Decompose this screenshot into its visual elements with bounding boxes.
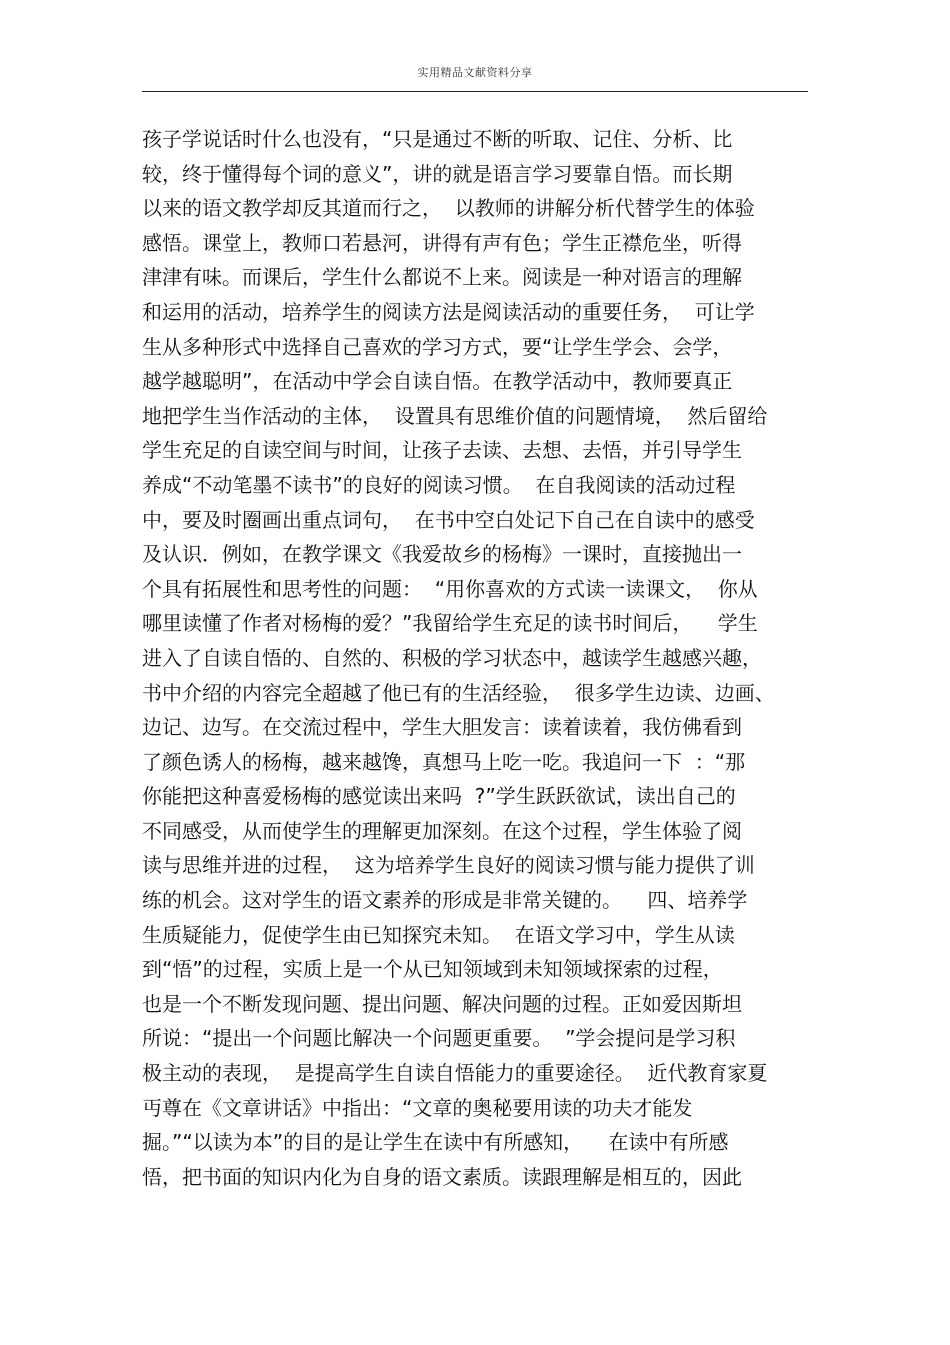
body-line: 练的机会。这对学生的语文素养的形成是非常关键的。 四、培养学 — [142, 888, 748, 913]
body-line: 中，要及时圈画出重点词句， 在书中空白处记下自己在自读中的感受 — [142, 507, 755, 532]
body-line: 到“悟”的过程，实质上是一个从已知领域到未知领域探索的过程， — [142, 957, 723, 982]
body-line: 你能把这种喜爱杨梅的感觉读出来吗 ?”学生跃跃欲试，读出自己的 — [142, 784, 736, 809]
body-line: 丏尊在《文章讲话》中指出：“文章的奥秘要用读的功夫才能发 — [142, 1095, 693, 1120]
body-line: 学生充足的自读空间与时间，让孩子去读、去想、去悟，并引导学生 — [142, 438, 742, 463]
body-line: 生从多种形式中选择自己喜欢的学习方式，要“让学生学会、会学， — [142, 334, 733, 359]
body-line: 津津有味。而课后，学生什么都说不上来。阅读是一种对语言的理解 — [142, 265, 742, 290]
body-line: 书中介绍的内容完全超越了他已有的生活经验， 很多学生边读、边画、 — [142, 680, 775, 705]
body-line: 较，终于懂得每个词的意义”，讲的就是语言学习要靠自悟。而长期 — [142, 161, 733, 186]
body-line: 不同感受，从而使学生的理解更加深刻。在这个过程，学生体验了阅 — [142, 818, 742, 843]
body-line: 生质疑能力，促使学生由已知探究未知。 在语文学习中，学生从读 — [142, 922, 735, 947]
body-line: 悟，把书面的知识内化为自身的语文素质。读跟理解是相互的，因此 — [142, 1164, 742, 1189]
body-line: 个具有拓展性和思考性的问题： “用你喜欢的方式读一读课文， 你从 — [142, 576, 758, 601]
body-line: 及认识．例如，在教学课文《我爱故乡的杨梅》一课时，直接抛出一 — [142, 542, 742, 567]
document-body — [142, 122, 822, 1194]
body-line: 养成“不动笔墨不读书”的良好的阅读习惯。 在自我阅读的活动过程 — [142, 472, 736, 497]
body-line: 孩子学说话时什么也没有，“只是通过不断的听取、记住、分析、比 — [142, 127, 733, 151]
body-line: 哪里读懂了作者对杨梅的爱？”我留给学生充足的读书时间后， 学生 — [142, 611, 758, 636]
body-line: 越学越聪明”，在活动中学会自读自悟。在教学活动中，教师要真正 — [142, 369, 733, 394]
body-line: 掘。”“以读为本”的目的是让学生在读中有所感知， 在读中有所感 — [142, 1130, 729, 1155]
body-line: 进入了自读自悟的、自然的、积极的学习状态中，越读学生越感兴趣， — [142, 645, 762, 670]
body-line: 所说：“提出一个问题比解决一个问题更重要。 ”学会提问是学习积 — [142, 1026, 736, 1051]
body-line: 极主动的表现， 是提高学生自读自悟能力的重要途径。 近代教育家夏 — [142, 1061, 768, 1086]
body-line: 读与思维并进的过程， 这为培养学生良好的阅读习惯与能力提供了训 — [142, 853, 755, 878]
body-line: 地把学生当作活动的主体， 设置具有思维价值的问题情境， 然后留给 — [142, 403, 768, 428]
body-line: 边记、边写。在交流过程中，学生大胆发言：读着读着，我仿佛看到 — [142, 715, 742, 740]
body-line: 和运用的活动，培养学生的阅读方法是阅读活动的重要任务， 可让学 — [142, 299, 755, 324]
page-header: 实用精品文献资料分享 — [417, 66, 533, 79]
body-line: 了颜色诱人的杨梅，越来越馋，真想马上吃一吃。我追问一下 ：“那 — [142, 749, 746, 774]
body-line: 也是一个不断发现问题、提出问题、解决问题的过程。正如爱因斯坦 — [142, 991, 742, 1016]
body-line: 以来的语文教学却反其道而行之， 以教师的讲解分析代替学生的体验 — [142, 196, 755, 221]
header-divider — [142, 91, 808, 92]
body-line: 感悟。课堂上，教师口若悬河，讲得有声有色；学生正襟危坐，听得 — [142, 230, 742, 255]
